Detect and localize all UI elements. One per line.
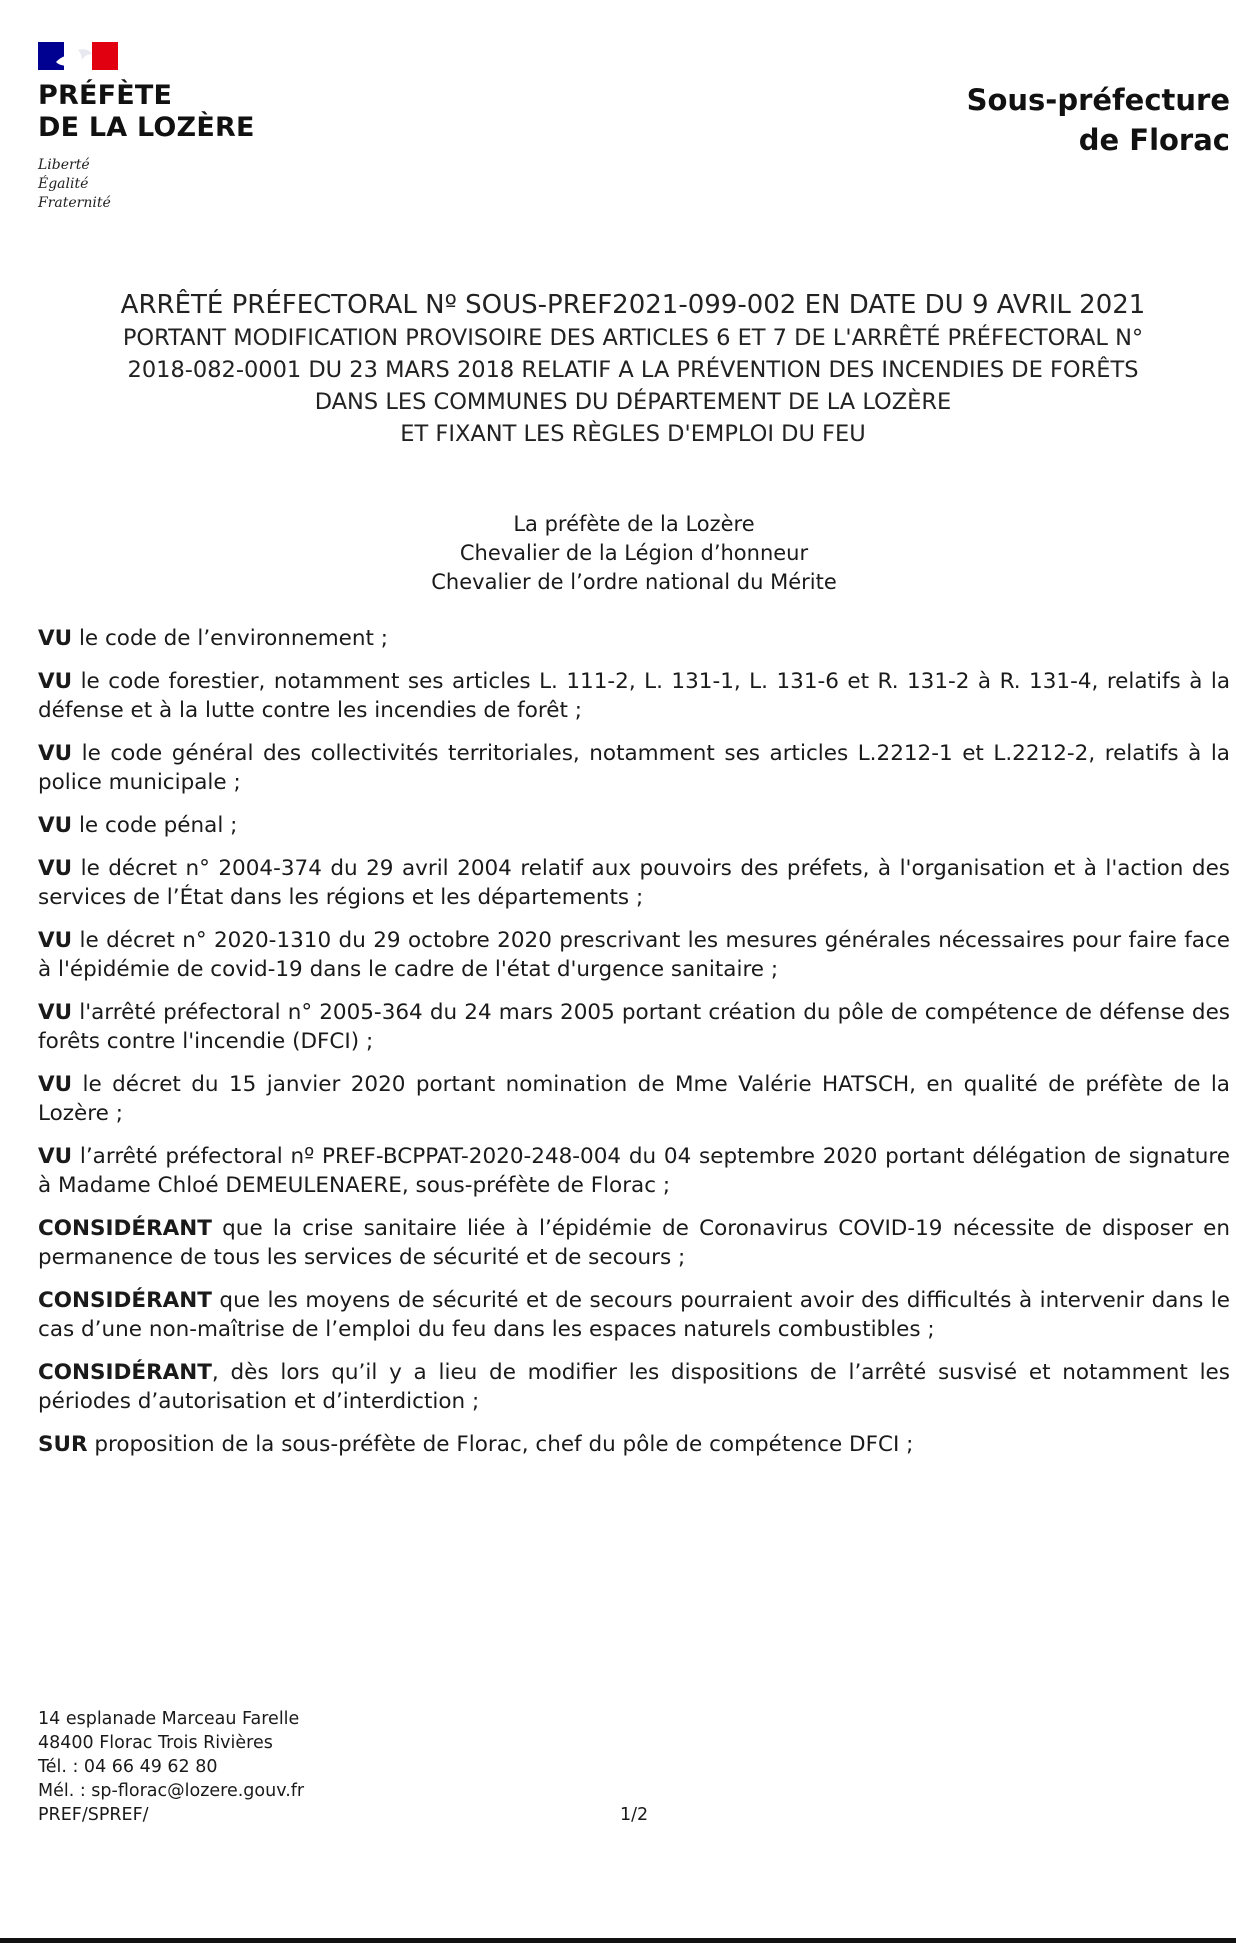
recital-paragraph [38, 624, 1230, 653]
recital-text: l’arrêté préfectoral nº PREF-BCPPAT-2020-248-004 du 04 septembre 2020 portant délégation de signature à Madame Chloé DEMEULENAERE, sous-préfète de Florac ; [38, 1144, 1230, 1198]
recital-keyword: VU [38, 626, 73, 651]
service-name [967, 80, 1230, 160]
consideration-keyword: CONSIDÉRANT [38, 1216, 212, 1241]
recital-text: le décret du 15 janvier 2020 portant nomination de Mme Valérie HATSCH, en qualité de préfète de la Lozère ; [38, 1072, 1230, 1126]
recital-keyword: VU [38, 669, 73, 694]
consideration-text: que la crise sanitaire liée à l’épidémie de Coronavirus COVID-19 nécessite de disposer en permanence de tous les services de sécurité et de secours ; [38, 1216, 1230, 1270]
consideration-keyword: CONSIDÉRANT [38, 1288, 212, 1313]
recital-paragraph [38, 1142, 1230, 1200]
motto-liberte: Liberté [38, 157, 90, 173]
recital-paragraph [38, 854, 1230, 912]
page-number: 1/2 [620, 1805, 649, 1825]
recital-paragraph [38, 739, 1230, 797]
decree-title [38, 288, 1228, 450]
recital-keyword: VU [38, 1072, 73, 1097]
prefecture-name [38, 80, 298, 144]
prefecture-logo-block [38, 42, 298, 213]
republic-motto [38, 156, 298, 213]
recital-keyword: VU [38, 1000, 73, 1025]
recital-paragraph [38, 1070, 1230, 1128]
recital-text: le décret n° 2020-1310 du 29 octobre 2020 prescrivant les mesures générales nécessaires pour faire face à l'épidémie de covid-19 dans le cadre de l'état d'urgence sanitaire ; [38, 928, 1230, 982]
recital-keyword: VU [38, 928, 73, 953]
consideration-text: que les moyens de sécurité et de secours pourraient avoir des difficultés à intervenir dans le cas d’une non-maîtrise de l’emploi du feu dans les espaces naturels combustibles ; [38, 1288, 1230, 1342]
service-name-line-2: de Florac [1078, 123, 1230, 157]
consideration-paragraph [38, 1286, 1230, 1344]
recital-text: le code pénal ; [72, 813, 238, 838]
motto-fraternite: Fraternité [38, 195, 111, 211]
decree-body [38, 624, 1230, 1473]
footer-contact [38, 1707, 304, 1827]
recital-text: le code de l’environnement ; [72, 626, 389, 651]
proposal-text: proposition de la sous-préfète de Florac, chef du pôle de compétence DFCI ; [87, 1432, 914, 1457]
decree-title-line-1: ARRÊTÉ PRÉFECTORAL Nº SOUS-PREF2021-099-002 EN DATE DU 9 AVRIL 2021 [120, 290, 1146, 320]
signatory-block [38, 510, 1230, 597]
footer-phone: Tél. : 04 66 49 62 80 [38, 1757, 218, 1777]
decree-title-line-2: PORTANT MODIFICATION PROVISOIRE DES ARTICLES 6 ET 7 DE L'ARRÊTÉ PRÉFECTORAL N° [122, 325, 1144, 351]
decree-title-line-5: ET FIXANT LES RÈGLES D'EMPLOI DU FEU [400, 421, 866, 447]
recital-keyword: VU [38, 856, 73, 881]
motto-egalite: Égalité [38, 176, 89, 192]
proposal-keyword: SUR [38, 1432, 88, 1457]
consideration-keyword: CONSIDÉRANT [38, 1360, 212, 1385]
decree-title-line-4: DANS LES COMMUNES DU DÉPARTEMENT DE LA LOZÈRE [314, 389, 952, 415]
recital-paragraph [38, 998, 1230, 1056]
consideration-paragraph [38, 1214, 1230, 1272]
marianne-flag-icon [38, 42, 118, 70]
signatory-line-3: Chevalier de l’ordre national du Mérite [431, 570, 837, 594]
recital-paragraph [38, 811, 1230, 840]
recital-keyword: VU [38, 741, 73, 766]
recital-text: le code général des collectivités territoriales, notamment ses articles L.2212-1 et L.2212-2, relatifs à la police municipale ; [38, 741, 1230, 795]
proposal-paragraph [38, 1430, 1230, 1459]
decree-title-line-3: 2018-082-0001 DU 23 MARS 2018 RELATIF A LA PRÉVENTION DES INCENDIES DE FORÊTS [127, 357, 1139, 383]
footer-email: Mél. : sp-florac@lozere.gouv.fr [38, 1781, 305, 1801]
recital-keyword: VU [38, 1144, 73, 1169]
footer-address-line-2: 48400 Florac Trois Rivières [38, 1733, 273, 1753]
prefecture-name-line-1: PRÉFÈTE [38, 80, 173, 111]
prefecture-name-line-2: DE LA LOZÈRE [38, 112, 255, 143]
bottom-divider [0, 1938, 1236, 1943]
signatory-line-2: Chevalier de la Légion d’honneur [459, 541, 809, 565]
consideration-text: , dès lors qu’il y a lieu de modifier les dispositions de l’arrêté susvisé et notamment les périodes d’autorisation et d’interdiction ; [38, 1360, 1230, 1414]
service-name-line-1: Sous-préfecture [966, 83, 1230, 117]
recital-text: le décret n° 2004-374 du 29 avril 2004 relatif aux pouvoirs des préfets, à l'organisation et à l'action des services de l’État dans les régions et les départements ; [38, 856, 1230, 910]
recital-paragraph [38, 926, 1230, 984]
consideration-paragraph [38, 1358, 1230, 1416]
recital-text: le code forestier, notamment ses articles L. 111-2, L. 131-1, L. 131-6 et R. 131-2 à R. 131-4, relatifs à la défense et à la lutte contre les incendies de forêt ; [38, 669, 1230, 723]
recital-keyword: VU [38, 813, 73, 838]
footer-address-line-1: 14 esplanade Marceau Farelle [38, 1709, 300, 1729]
signatory-line-1: La préfète de la Lozère [513, 512, 755, 536]
recital-paragraph [38, 667, 1230, 725]
recital-text: l'arrêté préfectoral n° 2005-364 du 24 mars 2005 portant création du pôle de compétence de défense des forêts contre l'incendie (DFCI) ; [38, 1000, 1230, 1054]
footer-reference: PREF/SPREF/ [38, 1805, 149, 1825]
